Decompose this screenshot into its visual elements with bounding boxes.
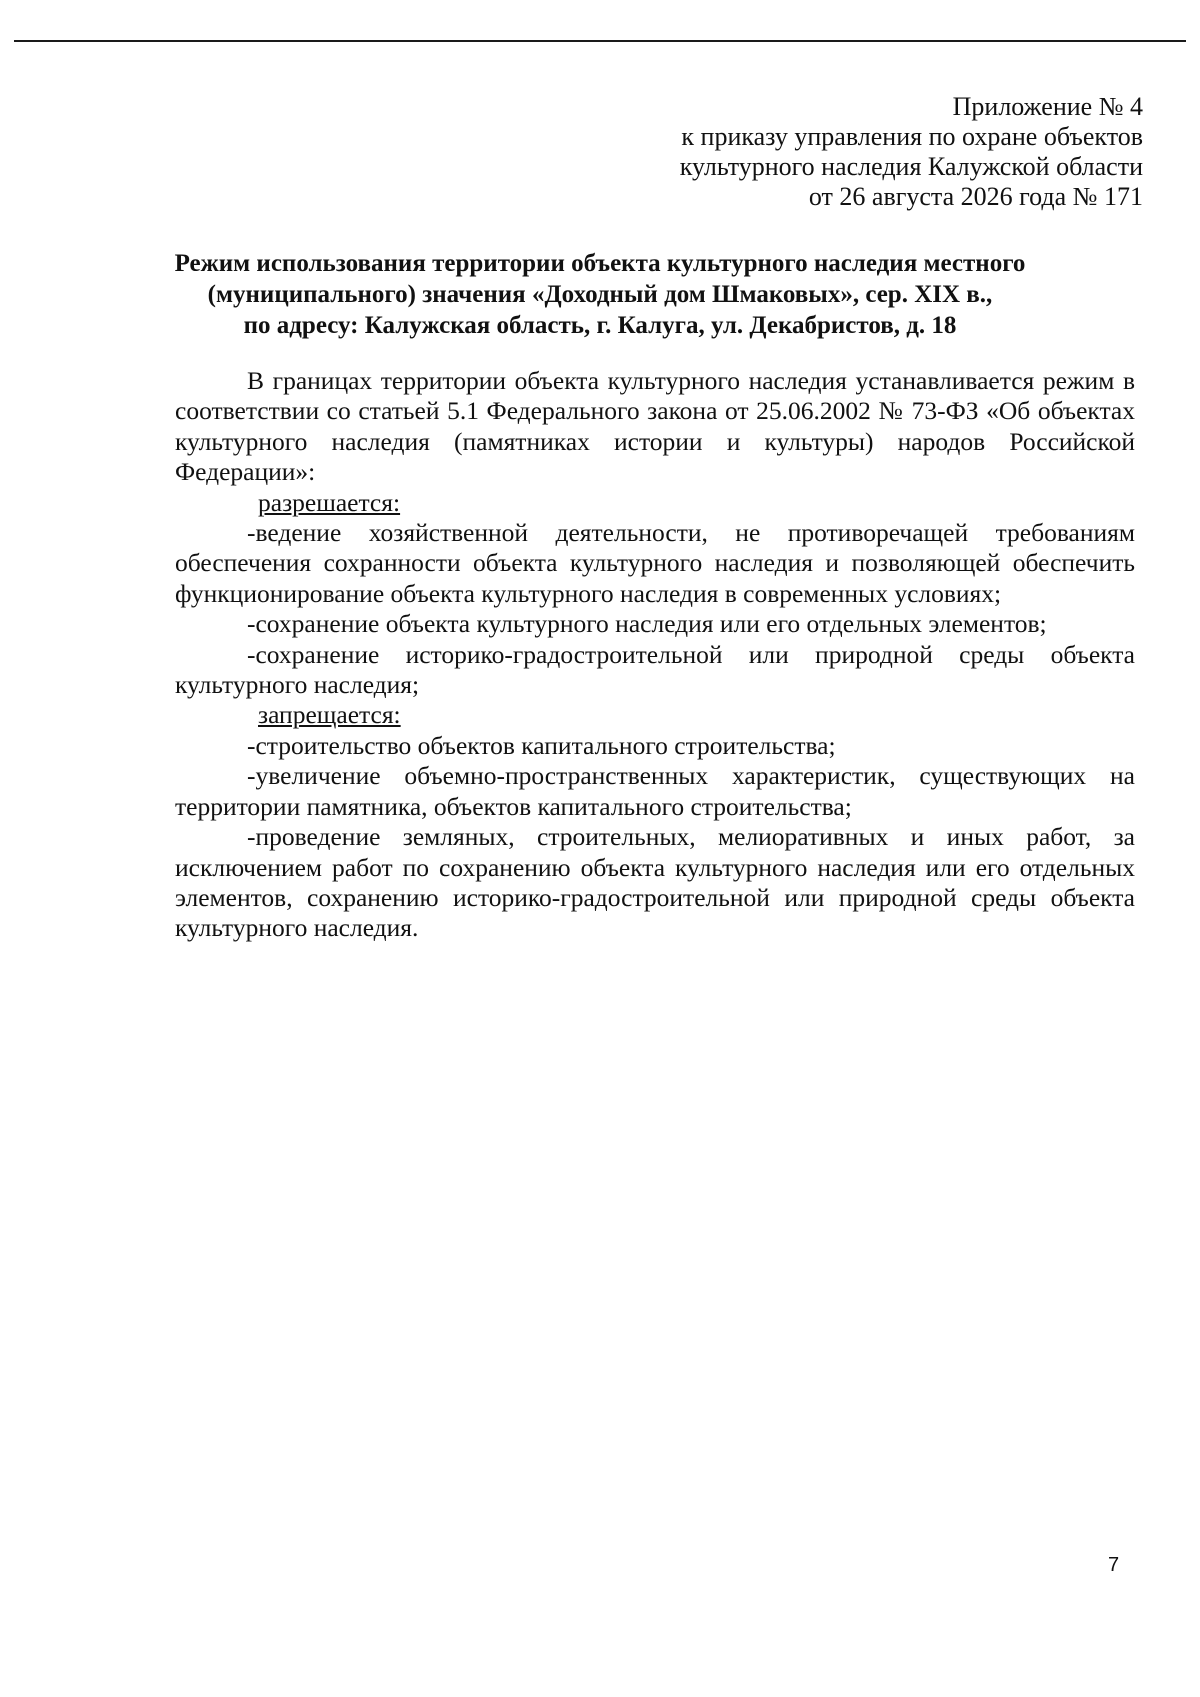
title-line-3: по адресу: Калужская область, г. Калуга, ул. Декабристов, д. 18 xyxy=(243,312,957,339)
document-body xyxy=(175,366,1135,944)
appendix-block xyxy=(583,92,1143,212)
appendix-date: от 26 августа 2026 года № 171 xyxy=(808,182,1143,211)
title-line-2: (муниципального) значения «Доходный дом Шмаковых», сер. XIX в., xyxy=(207,281,993,308)
document-title xyxy=(150,248,1050,341)
allowed-item: -сохранение объекта культурного наследия или его отдельных элементов; xyxy=(247,609,1047,639)
header-rule xyxy=(14,40,1186,42)
appendix-number: Приложение № 4 xyxy=(952,92,1143,121)
prohibited-label: запрещается: xyxy=(258,700,401,730)
prohibited-item: -строительство объектов капитального строительства; xyxy=(247,730,836,760)
prohibited-heading xyxy=(175,700,1135,730)
allowed-item: -ведение хозяйственной деятельности, не противоречащей требованиям обеспечения сохранности объекта культурного наследия и позволяющей обеспечить функционирование объекта культурного наследия в современных условиях; xyxy=(175,518,1135,608)
prohibited-item: -увеличение объемно-пространственных характеристик, существующих на территории памятника, объектов капитального строительства; xyxy=(175,761,1135,821)
prohibited-item: -проведение земляных, строительных, мелиоративных и иных работ, за исключением работ по сохранению объекта культурного наследия или его отдельных элементов, сохранению историко-градостроительной или природной среды объекта культурного наследия. xyxy=(175,822,1135,943)
allowed-heading xyxy=(175,488,1135,518)
title-line-1: Режим использования территории объекта культурного наследия местного xyxy=(174,250,1026,277)
allowed-label: разрешается: xyxy=(258,487,401,517)
page-number: 7 xyxy=(1108,1554,1120,1576)
intro-paragraph: В границах территории объекта культурного наследия устанавливается режим в соответствии со статьей 5.1 Федерального закона от 25.06.2002 № 73-ФЗ «Об объектах культурного наследия (памятниках истории и культуры) народов Российской Федерации»: xyxy=(175,366,1135,487)
appendix-order-ref: к приказу управления по охране объектов xyxy=(681,122,1143,151)
appendix-authority: культурного наследия Калужской области xyxy=(679,152,1143,181)
allowed-item: -сохранение историко-градостроительной или природной среды объекта культурного наследия; xyxy=(175,639,1135,700)
